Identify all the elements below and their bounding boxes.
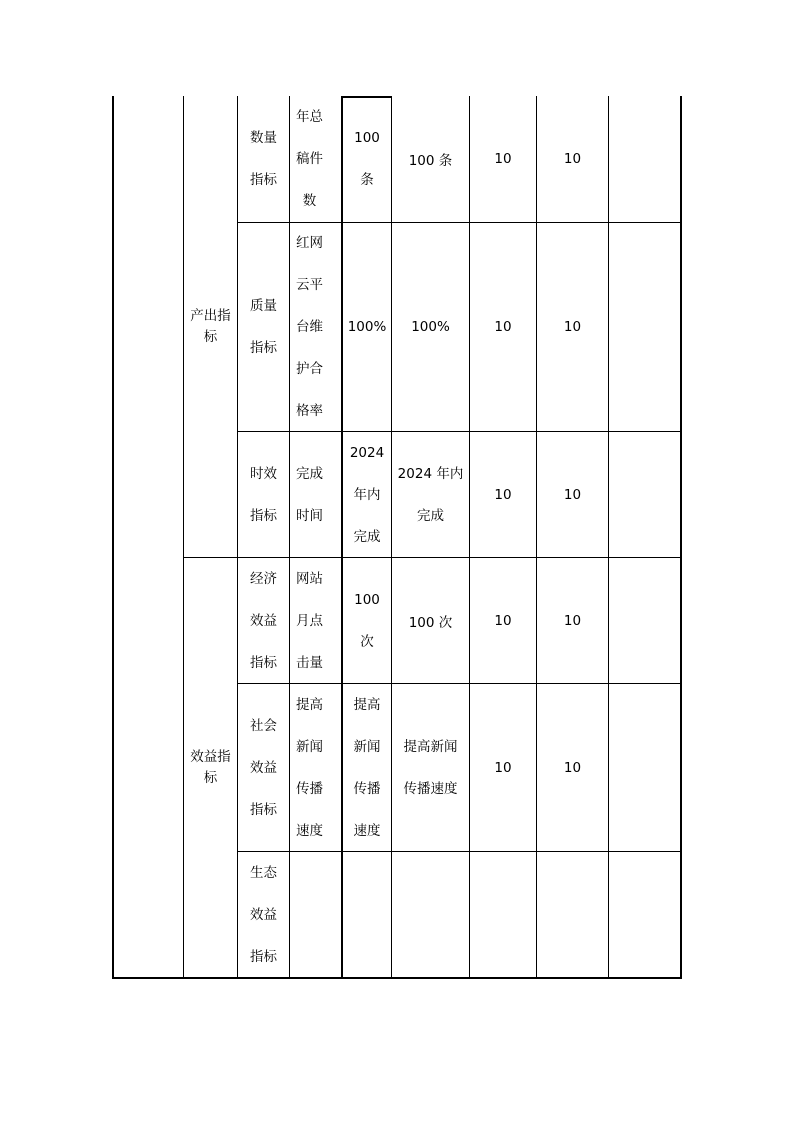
row-3-level3: 时效 指标: [250, 465, 277, 524]
table-border-right: [680, 96, 682, 978]
row-2-target: 100%: [347, 319, 387, 335]
column-divider: [608, 96, 609, 978]
row-3-score: 10: [563, 486, 582, 503]
table-border-left: [112, 96, 114, 978]
row-2-indicator: 红网 云平 台维 护合 格率: [296, 235, 323, 419]
row-5-indicator: 提高 新闻 传播 速度: [296, 696, 323, 839]
row-4-actual: 100 次: [408, 614, 453, 631]
row-1-weight: 10: [494, 151, 512, 167]
row-1-target: 100 条: [354, 130, 380, 188]
group-label-output: 产出指 标: [190, 307, 231, 345]
row-1-actual: 100 条: [408, 153, 453, 169]
row-5-target: 提高 新闻 传播 速度: [353, 696, 381, 839]
row-3-target: 2024 年内 完成: [349, 444, 385, 545]
row-5-level3: 社会 效益 指标: [250, 717, 277, 818]
row-5-score: 10: [563, 759, 582, 776]
row-1-indicator: 年总 稿件 数: [296, 109, 323, 209]
row-2-weight: 10: [494, 319, 512, 335]
row-1-level3: 数量 指标: [250, 130, 277, 188]
row-4-level3: 经济 效益 指标: [250, 570, 277, 671]
row-2-actual: 100%: [411, 319, 450, 335]
row-1-score: 10: [563, 151, 582, 167]
group-label-benefit: 效益指 标: [190, 748, 231, 786]
row-5-weight: 10: [494, 759, 512, 776]
row-2-score: 10: [563, 319, 582, 335]
row-4-indicator: 网站 月点 击量: [296, 570, 323, 671]
row-4-weight: 10: [494, 612, 512, 629]
row-6-level3: 生态 效益 指标: [250, 864, 277, 965]
row-3-indicator: 完成 时间: [296, 465, 323, 524]
row-3-weight: 10: [494, 486, 512, 503]
row-5-actual: 提高新闻 传播速度: [403, 738, 458, 797]
table-border-bottom: [112, 977, 682, 979]
row-4-score: 10: [563, 612, 582, 629]
row-3-actual: 2024 年内 完成: [397, 465, 464, 524]
row-2-level3: 质量 指标: [250, 298, 277, 356]
row-4-target: 100 次: [354, 591, 380, 650]
